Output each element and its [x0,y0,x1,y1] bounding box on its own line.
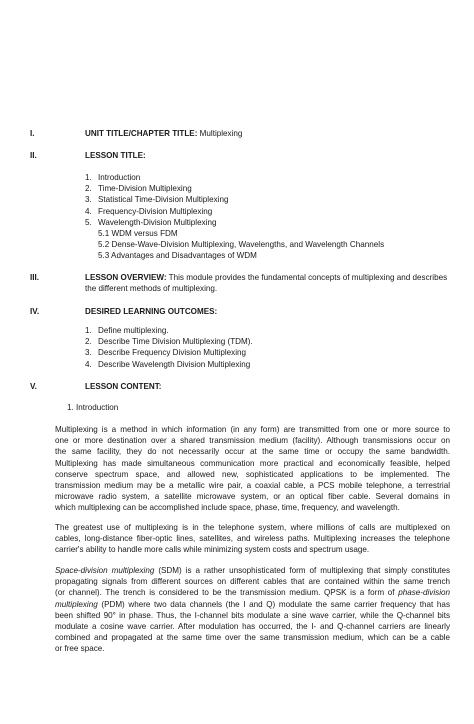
section-heading [85,128,454,139]
sub-item: 5.2 Dense-Wave-Division Multiplexing, Wavelengths, and Wavelength Channels [98,240,385,249]
section-number: II. [30,151,37,160]
section-number: I. [30,129,35,138]
section-heading: LESSON OVERVIEW: This module provides the fundamental concepts of multiplexing and describes the different methods of multiplexing. [85,273,448,294]
paragraph-sdm: Space-division multiplexing (SDM) is a rather unsophisticated form of multiplexing that simply constitutes propagating signals from different sources on different cables that are contained within the same trench (or channel). The trench is considered to be the transmission medium. QPSK is a form of phase-division multiplexing (PDM) where two data channels (the I and Q) modulate the same carrier frequency that has been shifted 90° in phase. Thus, the I-channel bits modulate a sine wave carrier, while the Q-channel bits modulate a cosine wave carrier. After modulation has occurred, the I- and Q-channel carriers are linearly combined and propagated at the same time over the same transmission medium, which can be a cable or free space. [55,566,450,654]
list-item: 1. Introduction [85,173,141,182]
section-heading: LESSON CONTENT: [85,382,162,391]
list-item: 5. Wavelength-Division Multiplexing [85,217,217,227]
outcomes-list [85,325,253,370]
sub-item: 5.1 WDM versus FDM [98,229,178,238]
list-item: 3. Describe Frequency Division Multiplexing [85,348,246,358]
paragraph-intro: Multiplexing is a method in which information (in any form) are transmitted from one or more source to one or more destination over a shared transmission medium (facility). Although transmissions occur on the same facility, they do not necessarily occur at the same time or occupy the same bandwidth. Multiplexing has made simultaneous communication more practical and economically feasible, helped conserve spectrum space, and allowed new, sophisticated applications to be implemented. The transmission medium may be a metallic wire pair, a coaxial cable, a PCS mobile telephone, a terrestrial microwave radio system, a satellite microwave system, or an optical fiber cable. Several domains in which multiplexing can be accomplished include space, phase, time, frequency, and wavelength. [55,425,450,513]
section-number: IV. [30,307,40,316]
section-label: UNIT TITLE/CHAPTER TITLE: [85,129,198,138]
list-item: 4. Describe Wavelength Division Multiplexing [85,359,251,369]
list-item: 2. Describe Time Division Multiplexing (TDM). [85,337,253,347]
list-item: 3. Statistical Time-Division Multiplexing [85,195,229,205]
section-heading: DESIRED LEARNING OUTCOMES: [85,307,218,316]
section-heading: LESSON TITLE: [85,151,146,160]
lesson-title-list [85,172,228,228]
section-number: III. [30,273,39,282]
list-item: 2. Time-Division Multiplexing [85,184,192,194]
section-number: V. [30,382,37,391]
list-item: 4. Frequency-Division Multiplexing [85,206,213,216]
section-label: LESSON OVERVIEW: [85,273,167,282]
section-value: Multiplexing [197,129,243,138]
list-item: 1. Define multiplexing. [85,326,169,335]
sub-item: 5.3 Advantages and Disadvantages of WDM [98,251,257,260]
content-heading: 1. Introduction [67,403,119,412]
paragraph-telephone: The greatest use of multiplexing is in the telephone system, where millions of calls are multiplexed on cables, long-distance fiber-optic lines, satellites, and wireless paths. Multiplexing increases the telephone carrier's ability to handle more calls while minimizing system costs and spectrum usage. [55,523,450,555]
